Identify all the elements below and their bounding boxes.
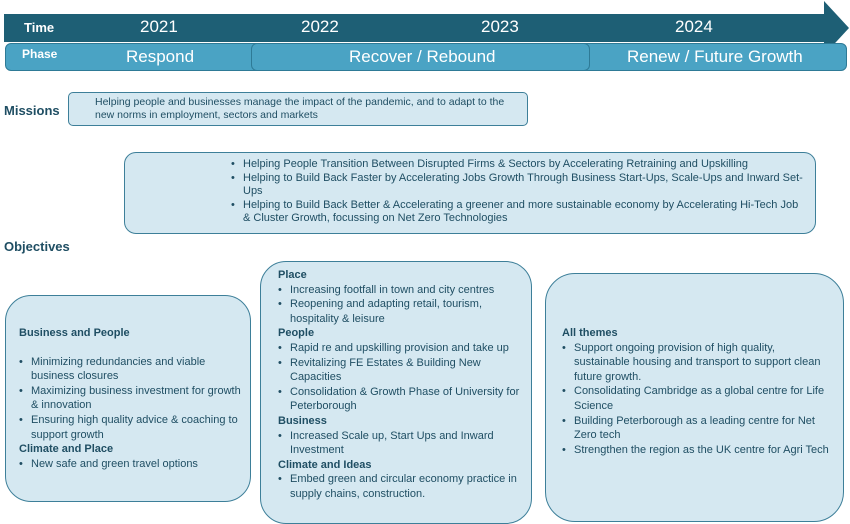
- list-item: • Ensuring high quality advice & coaching to support growth: [19, 413, 242, 442]
- renew-column: [545, 273, 844, 522]
- missions-label: Missions: [4, 103, 60, 118]
- list-item: • Consolidating Cambridge as a global centre for Life Science: [562, 384, 831, 413]
- list-item: • Increased Scale up, Start Ups and Inward Investment: [278, 429, 523, 458]
- list-item: • Increasing footfall in town and city centres: [278, 283, 523, 298]
- objectives-label: Objectives: [4, 239, 70, 254]
- section-heading-business-and-people: Business and People: [19, 327, 130, 339]
- recover-column: [260, 261, 532, 524]
- section-heading-all-themes: All themes: [562, 327, 618, 339]
- objective-item: • Helping to Build Back Better & Accelerating a greener and more sustainable economy by Accelerating Hi-Tech Job & Cluster Growth, focussing on Net Zero Technologies: [231, 199, 805, 226]
- list-item: • Embed green and circular economy practice in supply chains, construction.: [278, 472, 523, 501]
- objectives-box: [124, 152, 816, 234]
- section-heading-climate-and-place: Climate and Place: [19, 443, 114, 456]
- list-item: • Support ongoing provision of high quality, sustainable housing and transport to support clean future growth.: [562, 341, 831, 385]
- year-2021: 2021: [140, 17, 178, 36]
- respond-column: [5, 295, 251, 502]
- list-item: • Building Peterborough as a leading centre for Net Zero tech: [562, 414, 831, 443]
- phase-renew: Renew / Future Growth: [627, 47, 803, 66]
- section-heading-climate-and-ideas: Climate and Ideas: [278, 458, 372, 471]
- section-heading-business: Business: [278, 414, 327, 427]
- time-label: Time: [24, 20, 55, 35]
- list-item: • Minimizing redundancies and viable business closures: [19, 355, 242, 384]
- phase-recover: Recover / Rebound: [349, 47, 496, 66]
- year-2022: 2022: [301, 17, 339, 36]
- list-item: • Maximizing business investment for growth & innovation: [19, 384, 242, 413]
- list-item: • Revitalizing FE Estates & Building New Capacities: [278, 356, 523, 385]
- section-heading-people: People: [278, 327, 315, 340]
- section-heading-place: Place: [278, 269, 307, 281]
- missions-box: [68, 92, 528, 126]
- year-2024: 2024: [675, 17, 713, 36]
- objectives-list: [125, 153, 815, 226]
- phase-label: Phase: [22, 47, 58, 61]
- objective-item: • Helping People Transition Between Disrupted Firms & Sectors by Accelerating Retraining and Upskilling: [231, 158, 805, 172]
- year-2023: 2023: [481, 17, 519, 36]
- list-item: • Strengthen the region as the UK centre for Agri Tech: [562, 443, 831, 458]
- phase-respond: Respond: [126, 47, 195, 66]
- list-item: • New safe and green travel options: [19, 457, 242, 472]
- list-item: • Rapid re and upskilling provision and take up: [278, 341, 523, 356]
- objective-item: • Helping to Build Back Faster by Accelerating Jobs Growth Through Business Start-Ups, Scale-Ups and Inward Set-Ups: [231, 172, 805, 199]
- list-item: • Reopening and adapting retail, tourism, hospitality & leisure: [278, 297, 523, 326]
- list-item: • Consolidation & Growth Phase of University for Peterborough: [278, 385, 523, 414]
- missions-text: Helping people and businesses manage the impact of the pandemic, and to adapt to the new norms in employment, sectors and markets: [95, 96, 505, 121]
